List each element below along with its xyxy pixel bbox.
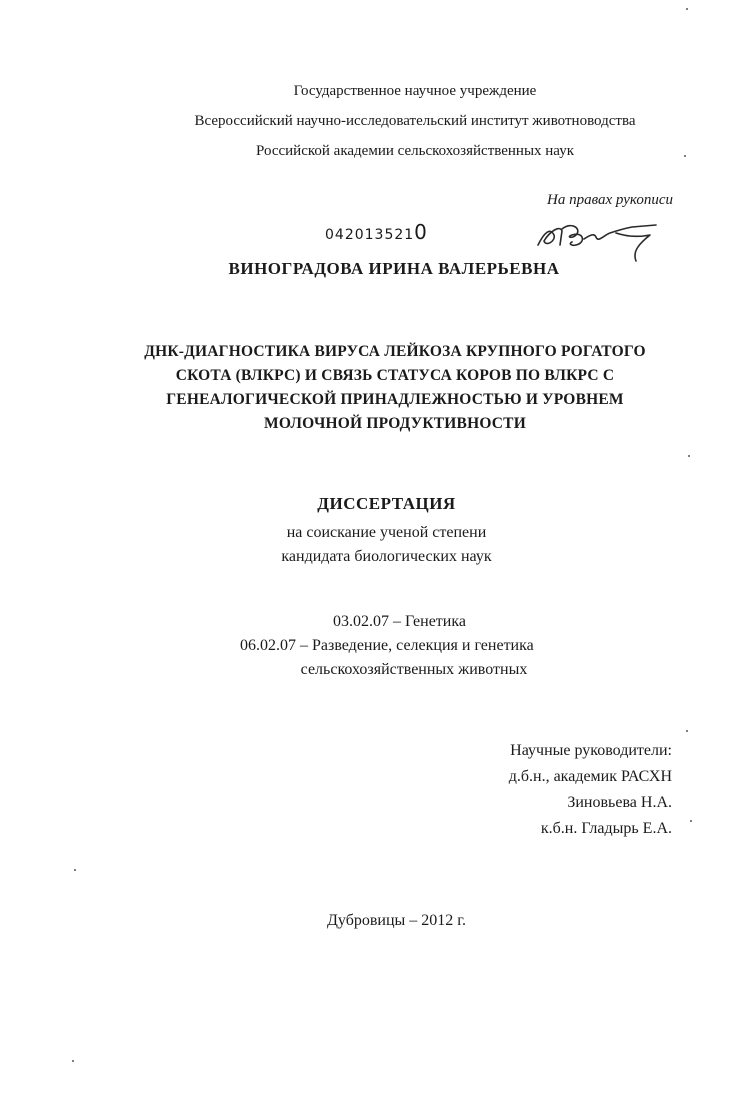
scan-speck [686,730,688,732]
thesis-title-line-2: СКОТА (ВЛКРС) И СВЯЗЬ СТАТУСА КОРОВ ПО ВЛКРС С [175,367,615,384]
specialty-line-2: 06.02.07 – Разведение, селекция и генетика [240,637,534,654]
advisors-heading: Научные руководители: [510,742,672,759]
document-type [0,494,733,514]
registration-code [325,220,427,244]
scan-speck [72,1060,74,1062]
thesis-title [112,340,678,436]
place-and-year [0,912,733,930]
author-name [0,259,733,279]
advisors-block [509,738,672,842]
specialty-line-3-wrap [0,658,733,682]
degree-line-1: на соискание ученой степени [286,524,487,541]
registration-code-last-digit: 0 [414,220,427,244]
scan-speck [686,8,688,10]
thesis-title-line-3: ГЕНЕАЛОГИЧЕСКОЙ ПРИНАДЛЕЖНОСТЬЮ И УРОВНЕМ [166,391,624,408]
institution-block [0,76,733,166]
advisor-line-3: к.б.н. Гладырь Е.А. [540,820,672,837]
advisor-line-1: д.б.н., академик РАСХН [508,768,672,785]
institution-line-3: Российской академии сельскохозяйственных наук [255,143,574,159]
degree-line-2: кандидата биологических наук [281,548,492,565]
thesis-title-line-1: ДНК-ДИАГНОСТИКА ВИРУСА ЛЕЙКОЗА КРУПНОГО РОГАТОГО [144,343,646,360]
institution-line-2: Всероссийский научно-исследовательский институт животноводства [194,113,636,129]
degree-block [0,521,733,569]
registration-code-digits: 042013521 [325,227,415,243]
manuscript-rights-note: На правах рукописи [547,192,673,208]
scan-speck [690,820,692,822]
scan-speck [74,869,76,871]
scan-speck [684,155,686,157]
specialty-line-3: сельскохозяйственных животных [300,661,528,678]
place-and-year-text: Дубровицы – 2012 г. [326,912,467,929]
advisor-line-2: Зиновьева Н.А. [567,794,672,811]
thesis-title-line-4: МОЛОЧНОЙ ПРОДУКТИВНОСТИ [264,415,526,432]
author-name-text: ВИНОГРАДОВА ИРИНА ВАЛЕРЬЕВНА [228,259,560,278]
scan-speck [688,455,690,457]
specialty-line-1: 03.02.07 – Генетика [333,613,466,630]
document-type-text: ДИССЕРТАЦИЯ [317,494,456,513]
institution-line-1: Государственное научное учреждение [293,83,537,99]
